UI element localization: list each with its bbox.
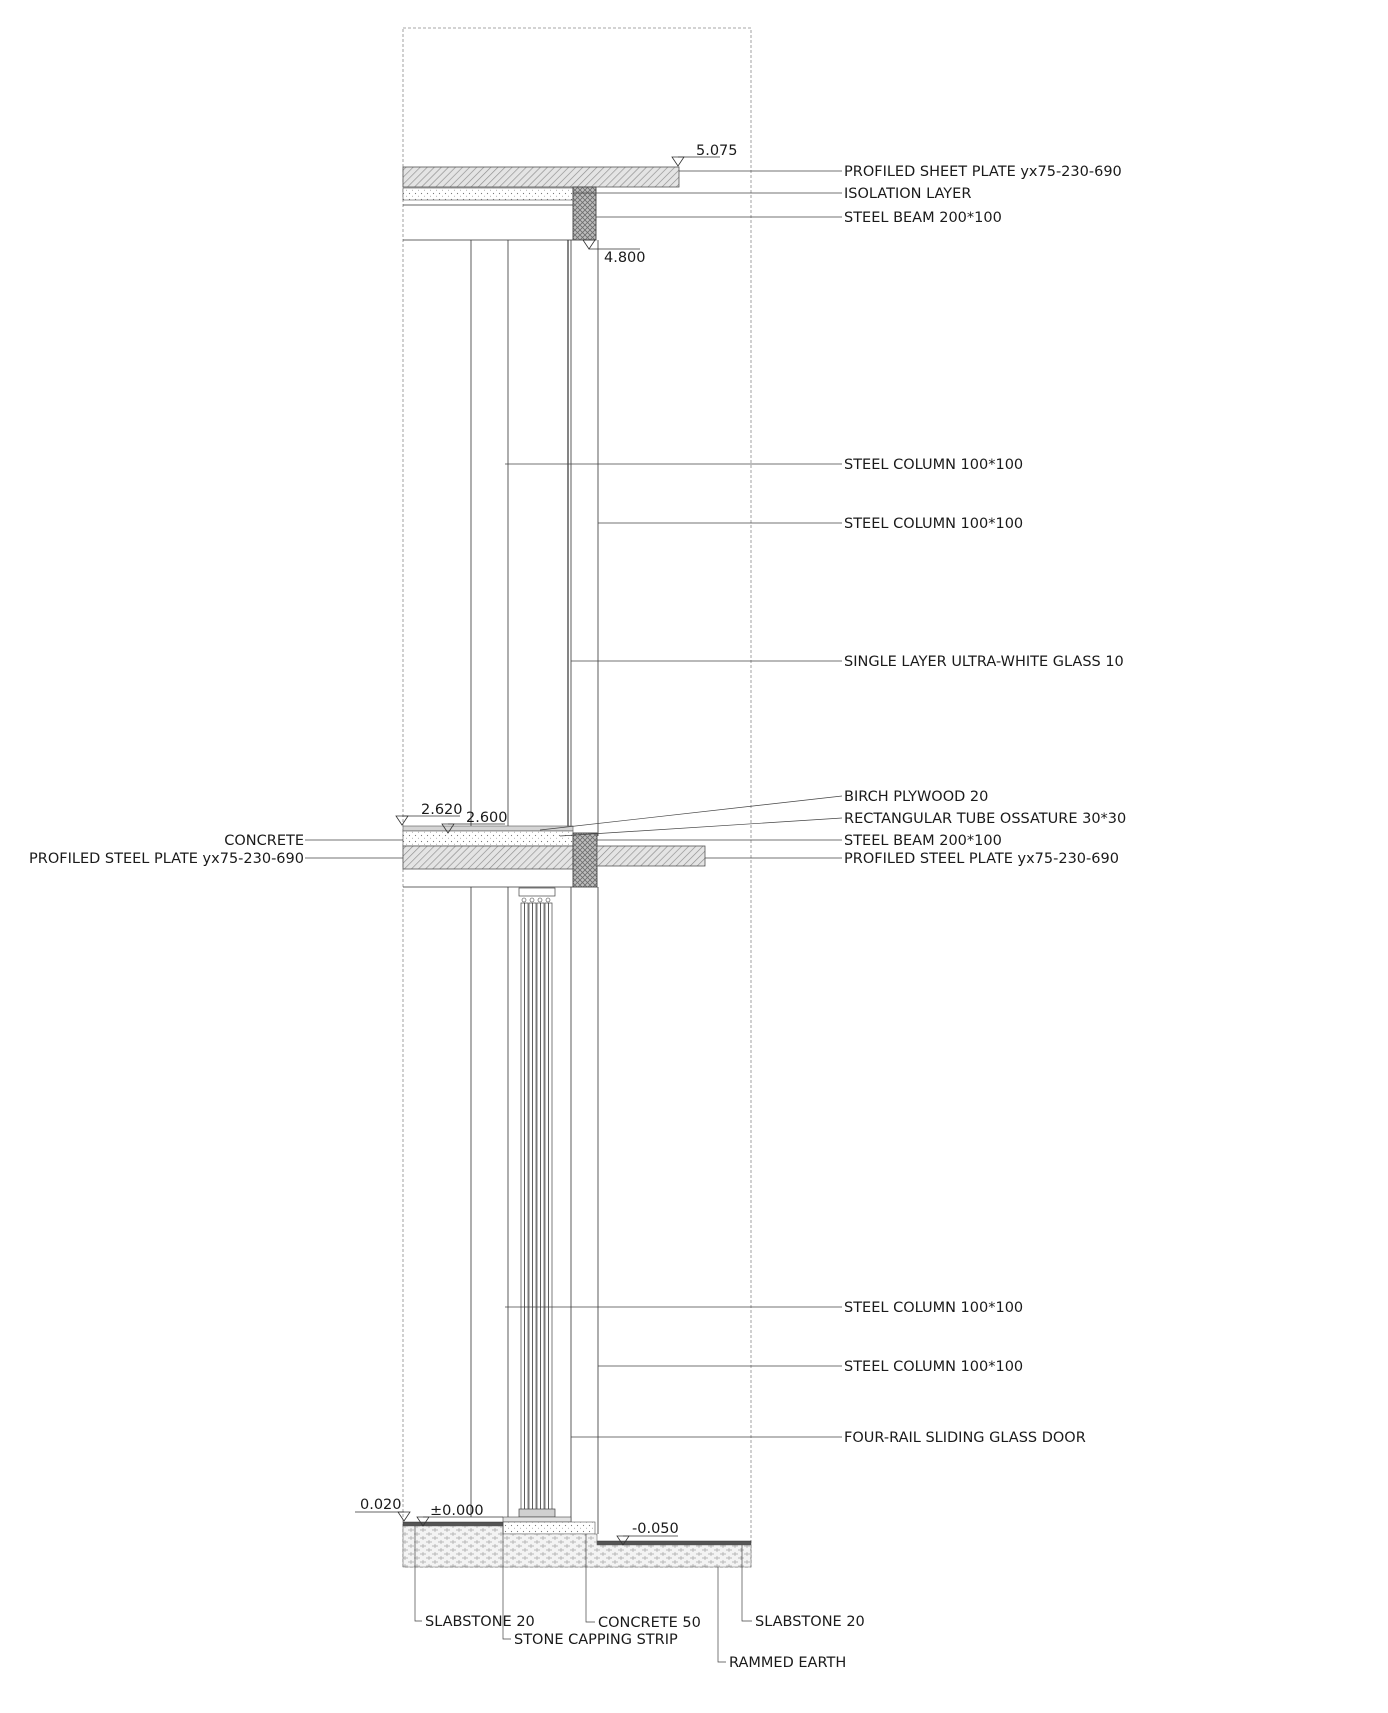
leader-lines — [305, 171, 842, 1662]
concrete-layer — [403, 831, 573, 846]
isolation-layer — [403, 188, 573, 200]
label-profiled-steel-plate-right: PROFILED STEEL PLATE yx75-230-690 — [844, 851, 1119, 867]
profiled-steel-plate-right — [597, 846, 705, 866]
label-stone-capping: STONE CAPPING STRIP — [514, 1632, 678, 1648]
elevation-mark-5075 — [672, 143, 738, 166]
elevation-ground: ±0.000 — [430, 1503, 484, 1519]
label-slabstone-right: SLABSTONE 20 — [755, 1614, 865, 1630]
elevation-mark-4800 — [583, 240, 646, 266]
elevation-5075: 5.075 — [696, 143, 738, 159]
label-concrete: CONCRETE — [224, 833, 304, 849]
elevation-0020: 0.020 — [360, 1497, 402, 1513]
birch-plywood-layer — [403, 826, 573, 831]
elevation-4800: 4.800 — [604, 250, 646, 266]
label-birch-plywood: BIRCH PLYWOOD 20 — [844, 789, 989, 805]
label-steel-column-4: STEEL COLUMN 100*100 — [844, 1359, 1024, 1375]
label-sliding-door: FOUR-RAIL SLIDING GLASS DOOR — [844, 1430, 1086, 1446]
label-profiled-sheet-plate: PROFILED SHEET PLATE yx75-230-690 — [844, 164, 1122, 180]
middle-floor — [403, 826, 705, 887]
steel-beam-mid — [573, 833, 597, 887]
label-rammed-earth: RAMMED EARTH — [729, 1655, 847, 1671]
roof-assembly — [403, 167, 679, 240]
label-concrete-50: CONCRETE 50 — [598, 1615, 701, 1631]
concrete-50 — [503, 1522, 595, 1534]
label-steel-beam-mid: STEEL BEAM 200*100 — [844, 833, 1002, 849]
label-isolation-layer: ISOLATION LAYER — [844, 186, 972, 202]
slabstone-left — [403, 1522, 503, 1526]
profiled-steel-plate-left — [403, 846, 573, 869]
label-glass: SINGLE LAYER ULTRA-WHITE GLASS 10 — [844, 654, 1124, 670]
label-rect-tube: RECTANGULAR TUBE OSSATURE 30*30 — [844, 811, 1127, 827]
ground-assembly — [403, 1517, 751, 1567]
slabstone-right — [597, 1541, 751, 1545]
upper-storey — [471, 240, 598, 836]
elevation-mark-2620 — [396, 802, 463, 825]
elevation-2620: 2.620 — [421, 802, 463, 818]
section-frame — [403, 28, 751, 1567]
profiled-sheet-plate-roof — [403, 167, 679, 187]
four-rail-sliding-door — [519, 888, 555, 1517]
label-slabstone-left: SLABSTONE 20 — [425, 1614, 535, 1630]
label-steel-column-3: STEEL COLUMN 100*100 — [844, 1300, 1024, 1316]
steel-beam-roof — [573, 187, 596, 240]
elevation-2600: 2.600 — [466, 810, 508, 826]
elevation-mark-0020 — [355, 1497, 410, 1521]
elevation-outside: -0.050 — [632, 1521, 679, 1537]
stone-capping-strip — [503, 1517, 571, 1522]
label-steel-beam-top: STEEL BEAM 200*100 — [844, 210, 1002, 226]
label-steel-column-1: STEEL COLUMN 100*100 — [844, 457, 1024, 473]
label-steel-column-2: STEEL COLUMN 100*100 — [844, 516, 1024, 532]
label-profiled-steel-plate-left: PROFILED STEEL PLATE yx75-230-690 — [29, 851, 304, 867]
